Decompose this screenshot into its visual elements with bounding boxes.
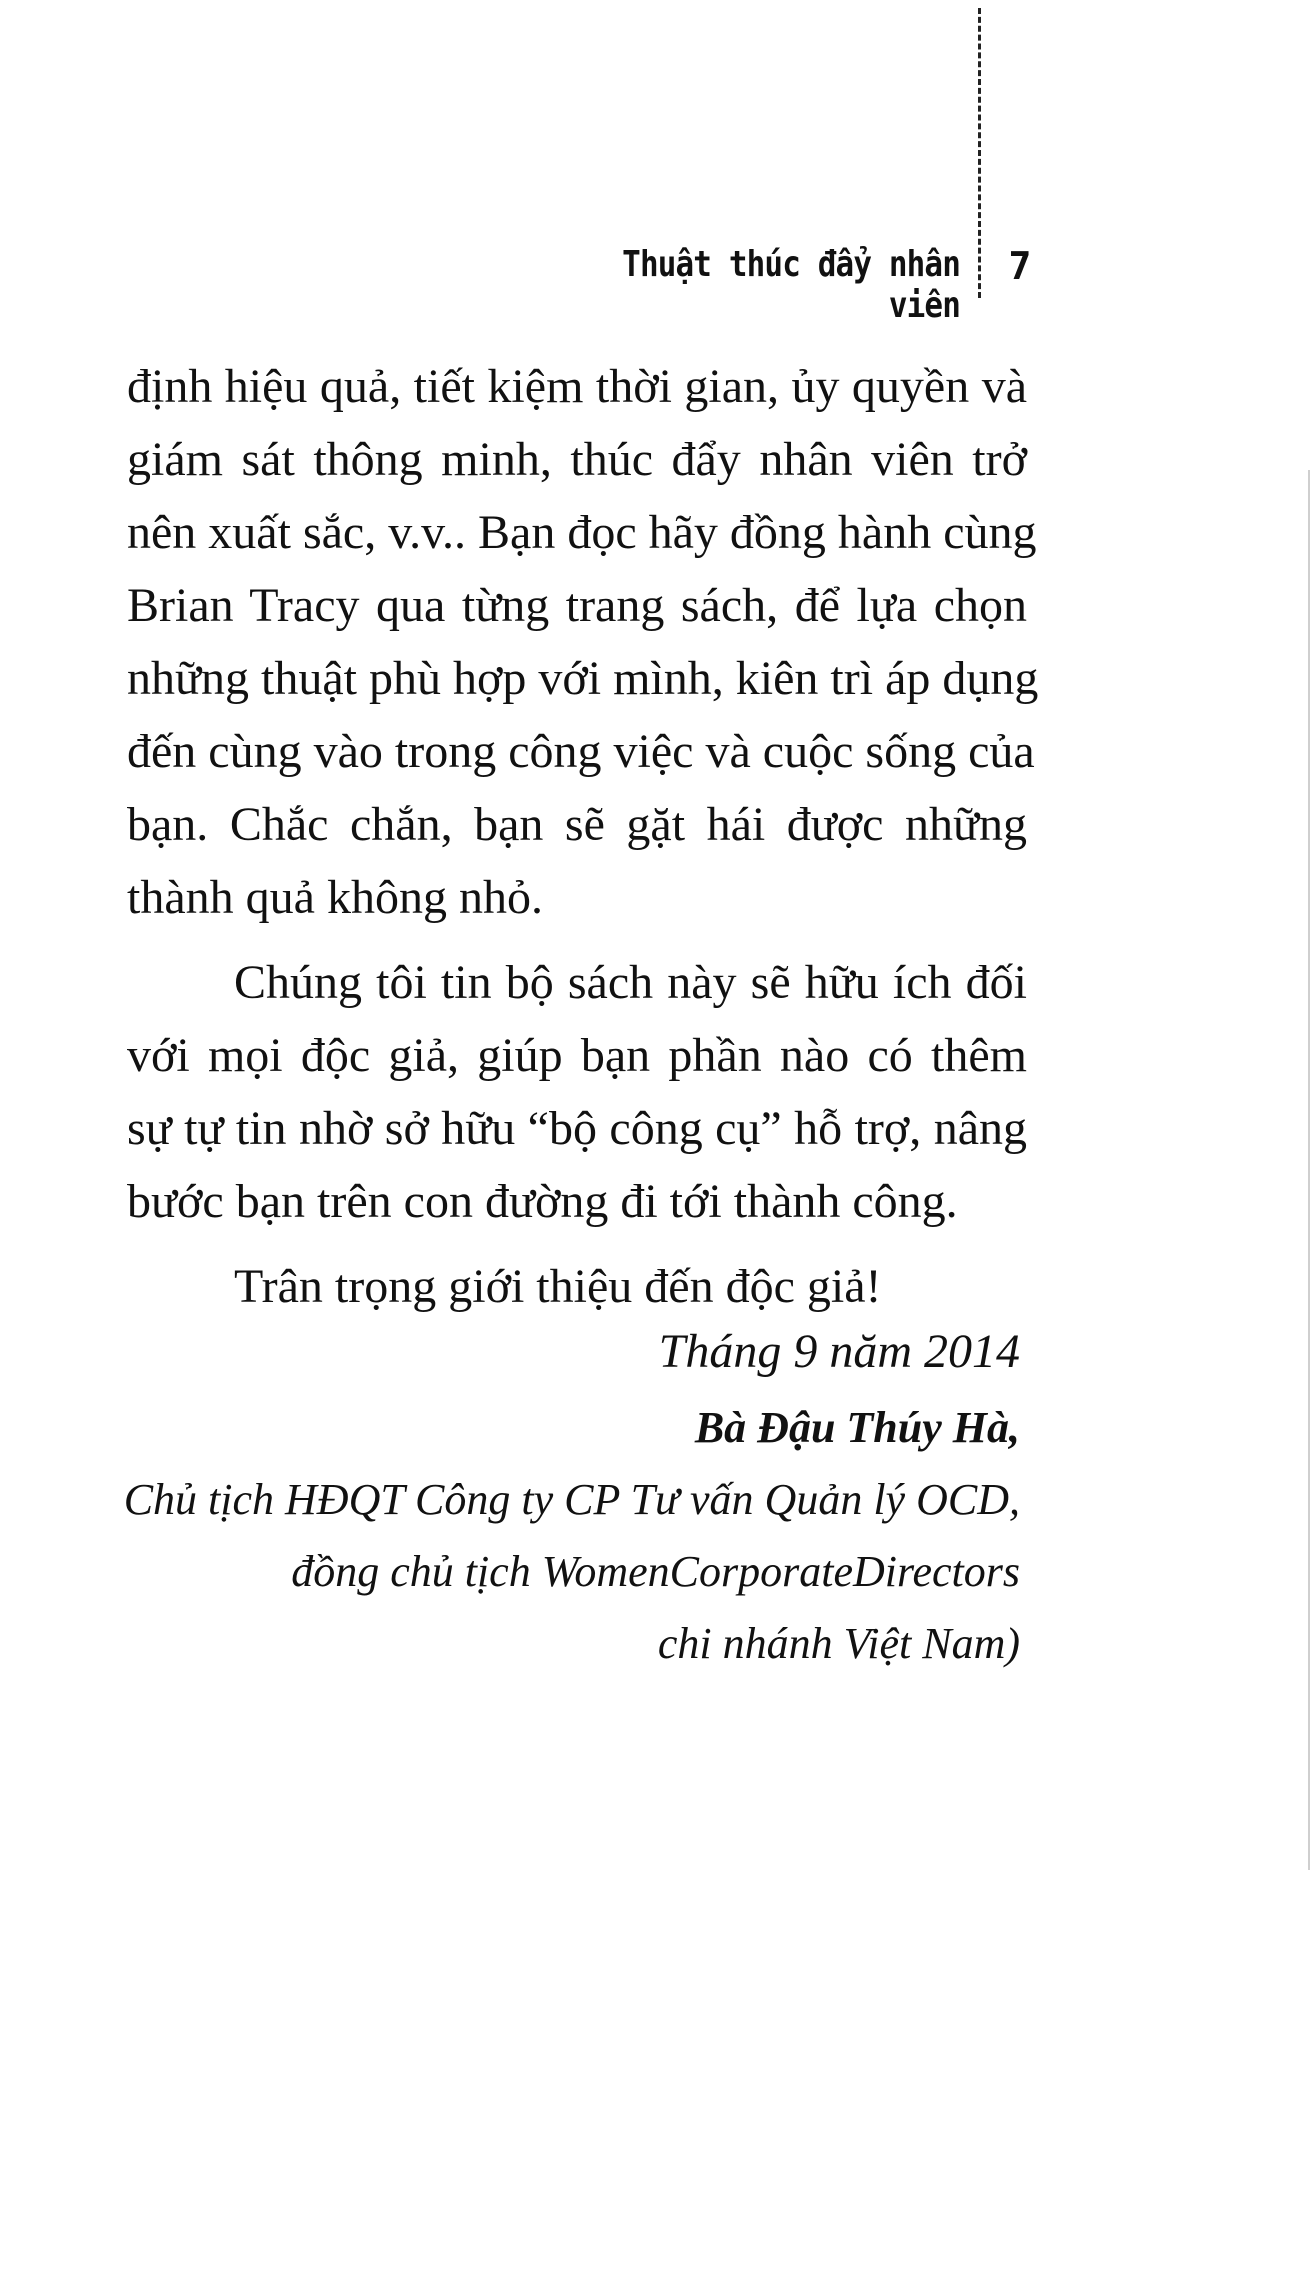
paragraph-1 [127, 350, 1039, 934]
signature-role-line: Chủ tịch HĐQT Công ty CP Tư vấn Quản lý OCD, [123, 1475, 1020, 1524]
signature-date: Tháng 9 năm 2014 [658, 1325, 1020, 1378]
signature-role-line: chi nhánh Việt Nam) [657, 1619, 1020, 1668]
text-line: nên xuất sắc, v.v.. Bạn đọc hãy đồng hành cùng [127, 506, 1037, 559]
text-line: những thuật phù hợp với mình, kiên trì áp dụng [127, 652, 1039, 705]
page-number: 7 [1008, 244, 1032, 288]
text-line: định hiệu quả, tiết kiệm thời gian, ủy quyền và [127, 360, 1027, 413]
signature-author: Bà Đậu Thúy Hà, [694, 1403, 1020, 1452]
signature-role-line: đồng chủ tịch WomenCorporateDirectors [291, 1547, 1020, 1596]
text-line: Trân trọng giới thiệu đến độc giả! [234, 1260, 882, 1313]
running-header-title: Thuật thúc đẩy nhân viên [622, 244, 960, 326]
text-line: với mọi độc giả, giúp bạn phần nào có thêm [127, 1029, 1027, 1082]
text-line: bước bạn trên con đường đi tới thành công. [127, 1175, 958, 1228]
text-line: bạn. Chắc chắn, bạn sẽ gặt hái được những [127, 798, 1027, 851]
text-line: thành quả không nhỏ. [127, 871, 543, 924]
text-line: đến cùng vào trong công việc và cuộc sống của [127, 725, 1035, 778]
body-text [127, 350, 1039, 1323]
text-line: sự tự tin nhờ sở hữu “bộ công cụ” hỗ trợ, nâng [127, 1102, 1027, 1155]
paragraph-2 [127, 946, 1027, 1238]
text-line: giám sát thông minh, thúc đẩy nhân viên trở [127, 433, 1027, 486]
text-line: Chúng tôi tin bộ sách này sẽ hữu ích đối [234, 956, 1027, 1009]
page-edge-line [1308, 470, 1310, 1870]
text-line: Brian Tracy qua từng trang sách, để lựa chọn [127, 579, 1027, 632]
header-dashed-divider [978, 8, 981, 298]
signature-block [100, 1316, 1020, 1680]
paragraph-3 [127, 1250, 1027, 1323]
